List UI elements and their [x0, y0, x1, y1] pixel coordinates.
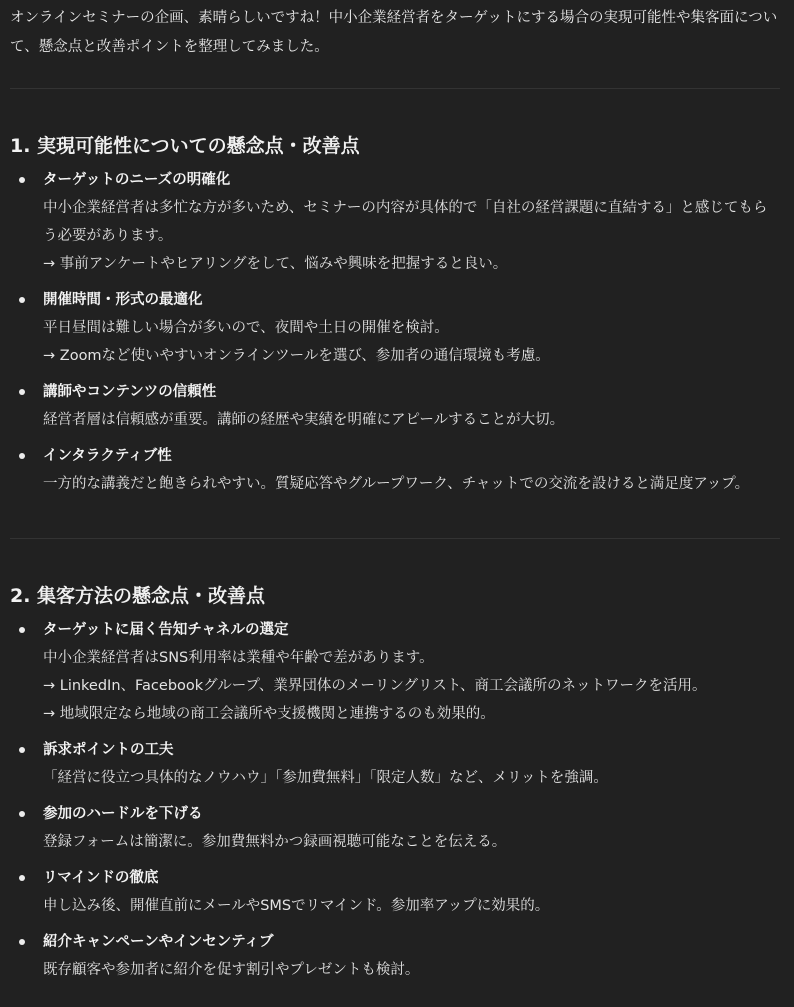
section-heading-promotion: 2. 集客方法の懸念点・改善点 — [10, 585, 266, 607]
list-item-text: → LinkedIn、Facebookグループ、業界団体のメーリングリスト、商工会議所のネットワークを活用。 — [43, 678, 707, 694]
bullet-icon — [19, 811, 25, 817]
list-item-text: 中小企業経営者はSNS利用率は業種や年齢で差があります。 — [43, 650, 434, 666]
list-item-text: 平日昼間は難しい場合が多いので、夜間や土日の開催を検討。 — [43, 320, 449, 336]
list-item — [10, 442, 780, 498]
list-item — [10, 166, 780, 278]
list-item — [10, 800, 780, 856]
list-item-text: → 地域限定なら地域の商工会議所や支援機関と連携するのも効果的。 — [43, 706, 495, 722]
list-item — [10, 616, 780, 728]
bullet-icon — [19, 875, 25, 881]
bullet-icon — [19, 389, 25, 395]
list-item-text: 中小企業経営者は多忙な方が多いため、セミナーの内容が具体的で「自社の経営課題に直結する」と感じてもらう必要があります。 — [43, 200, 768, 244]
list-item-title: 紹介キャンペーンやインセンティブ — [43, 934, 274, 950]
list-item-title: リマインドの徹底 — [43, 870, 159, 886]
divider — [10, 88, 780, 89]
bullet-icon — [19, 297, 25, 303]
bullet-icon — [19, 177, 25, 183]
list-item-title: 講師やコンテンツの信頼性 — [43, 384, 217, 400]
list-item-text: 申し込み後、開催直前にメールやSMSでリマインド。参加率アップに効果的。 — [43, 898, 550, 914]
assistant-message — [10, 4, 780, 984]
list-item — [10, 736, 780, 792]
list-item — [10, 378, 780, 434]
list-item-title: 訴求ポイントの工夫 — [43, 742, 174, 758]
list-item — [10, 286, 780, 370]
list-item-title: インタラクティブ性 — [43, 448, 172, 464]
bullet-icon — [19, 627, 25, 633]
list-item-text: → 事前アンケートやヒアリングをして、悩みや興味を把握すると良い。 — [43, 256, 508, 272]
list-item-title: ターゲットのニーズの明確化 — [43, 172, 231, 188]
list-item-title: 開催時間・形式の最適化 — [43, 292, 203, 308]
list-item-text: 経営者層は信頼感が重要。講師の経歴や実績を明確にアピールすることが大切。 — [43, 412, 565, 428]
list-item-title: 参加のハードルを下げる — [43, 806, 203, 822]
list-item-text: → Zoomなど使いやすいオンラインツールを選び、参加者の通信環境も考慮。 — [43, 348, 550, 364]
list-item-text: 既存顧客や参加者に紹介を促す割引やプレゼントも検討。 — [43, 962, 420, 978]
intro-paragraph: オンラインセミナーの企画、素晴らしいですね！中小企業経営者をターゲットにする場合の実現可能性や集客面について、懸念点と改善ポイントを整理してみました。 — [10, 10, 778, 55]
promotion-list — [10, 616, 780, 984]
list-item-text: 一方的な講義だと飽きられやすい。質疑応答やグループワーク、チャットでの交流を設けると満足度アップ。 — [43, 476, 750, 492]
divider — [10, 538, 780, 539]
list-item — [10, 928, 780, 984]
bullet-icon — [19, 939, 25, 945]
list-item-text: 「経営に役立つ具体的なノウハウ」「参加費無料」「限定人数」など、メリットを強調。 — [43, 770, 608, 786]
section-heading-feasibility: 1. 実現可能性についての懸念点・改善点 — [10, 135, 360, 157]
list-item — [10, 864, 780, 920]
bullet-icon — [19, 453, 25, 459]
feasibility-list — [10, 166, 780, 498]
list-item-text: 登録フォームは簡潔に。参加費無料かつ録画視聴可能なことを伝える。 — [43, 834, 507, 850]
list-item-title: ターゲットに届く告知チャネルの選定 — [43, 622, 289, 638]
bullet-icon — [19, 747, 25, 753]
